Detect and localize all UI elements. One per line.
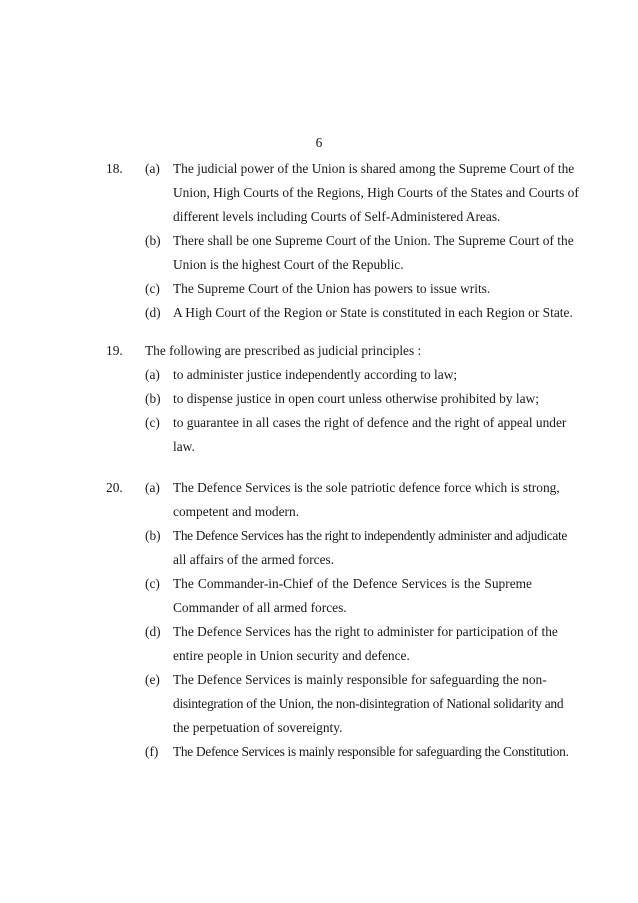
item-line: disintegration of the Union, the non-disintegration of National solidarity and (173, 696, 564, 711)
item-line: Union, High Courts of the Regions, High Courts of the States and Courts of (173, 185, 579, 200)
page-number: 6 (315, 135, 323, 150)
item-label: (a) (145, 367, 160, 382)
item-line: The Defence Services is mainly responsible for safeguarding the Constitution. (173, 744, 569, 759)
item-line: The judicial power of the Union is shared among the Supreme Court of the (173, 161, 575, 176)
item-label: (f) (145, 744, 159, 759)
item-line: competent and modern. (173, 504, 300, 519)
item-line: Commander of all armed forces. (173, 600, 347, 615)
item-line: different levels including Courts of Self-Administered Areas. (173, 209, 501, 224)
item-line: all affairs of the armed forces. (173, 552, 335, 567)
item-label: (c) (145, 415, 160, 430)
item-line: The Defence Services has the right to independently administer and adjudicate (173, 528, 567, 543)
item-line: The Commander-in-Chief of the Defence Services is the Supreme (173, 576, 532, 591)
item-label: (e) (145, 672, 160, 687)
item-line: The Defence Services is mainly responsible for safeguarding the non- (173, 672, 547, 687)
item-label: (c) (145, 281, 160, 296)
section-number: 18. (106, 161, 123, 176)
item-line: the perpetuation of sovereignty. (173, 720, 343, 735)
item-label: (d) (145, 624, 161, 639)
item-line: entire people in Union security and defence. (173, 648, 410, 663)
item-line: The Defence Services has the right to administer for participation of the (173, 624, 558, 639)
section-number: 20. (106, 480, 123, 495)
section-intro: The following are prescribed as judicial principles : (145, 343, 422, 358)
item-label: (a) (145, 161, 160, 176)
item-label: (a) (145, 480, 160, 495)
item-line: The Defence Services is the sole patriotic defence force which is strong, (173, 480, 560, 495)
section-number: 19. (106, 343, 123, 358)
item-label: (b) (145, 528, 161, 543)
item-line: to dispense justice in open court unless otherwise prohibited by law; (173, 391, 539, 406)
item-line: Union is the highest Court of the Republic. (173, 257, 404, 272)
item-line: law. (173, 439, 195, 454)
item-label: (c) (145, 576, 160, 591)
item-label: (d) (145, 305, 161, 320)
item-line: A High Court of the Region or State is constituted in each Region or State. (173, 305, 573, 320)
item-line: to administer justice independently according to law; (173, 367, 458, 382)
item-label: (b) (145, 391, 161, 406)
item-line: to guarantee in all cases the right of defence and the right of appeal under (173, 415, 567, 430)
item-label: (b) (145, 233, 161, 248)
item-line: There shall be one Supreme Court of the Union. The Supreme Court of the (173, 233, 574, 248)
item-line: The Supreme Court of the Union has powers to issue writs. (173, 281, 491, 296)
